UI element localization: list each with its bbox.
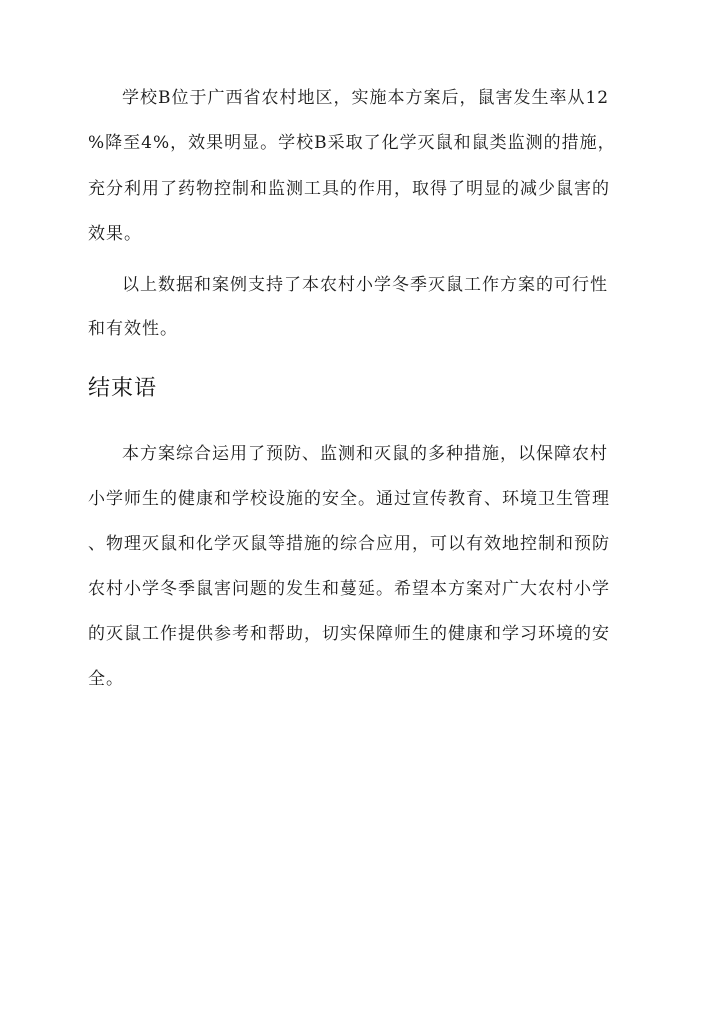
paragraph-summary-line-2: 和有效性。 bbox=[88, 319, 178, 339]
conclusion-line-6: 全。 bbox=[88, 669, 124, 689]
conclusion-heading: 结束语 bbox=[88, 376, 158, 401]
paragraph-school-b-line-1: 学校B位于广西省农村地区，实施本方案后，鼠害发生率从12 bbox=[122, 88, 610, 108]
paragraph-school-b-line-3: 充分利用了药物控制和监测工具的作用，取得了明显的减少鼠害的 bbox=[88, 179, 610, 199]
paragraph-school-b-line-4: 效果。 bbox=[88, 224, 142, 244]
conclusion-line-4: 农村小学冬季鼠害问题的发生和蔓延。希望本方案对广大农村小学 bbox=[88, 579, 610, 599]
paragraph-school-b-line-2: %降至4%，效果明显。学校B采取了化学灭鼠和鼠类监测的措施， bbox=[88, 133, 616, 153]
conclusion-line-3: 、物理灭鼠和化学灭鼠等措施的综合应用，可以有效地控制和预防 bbox=[88, 534, 610, 554]
paragraph-summary-line-1: 以上数据和案例支持了本农村小学冬季灭鼠工作方案的可行性 bbox=[122, 275, 608, 295]
conclusion-line-1: 本方案综合运用了预防、监测和灭鼠的多种措施，以保障农村 bbox=[122, 444, 608, 464]
conclusion-line-2: 小学师生的健康和学校设施的安全。通过宣传教育、环境卫生管理 bbox=[88, 489, 610, 509]
conclusion-line-5: 的灭鼠工作提供参考和帮助，切实保障师生的健康和学习环境的安 bbox=[88, 624, 610, 644]
